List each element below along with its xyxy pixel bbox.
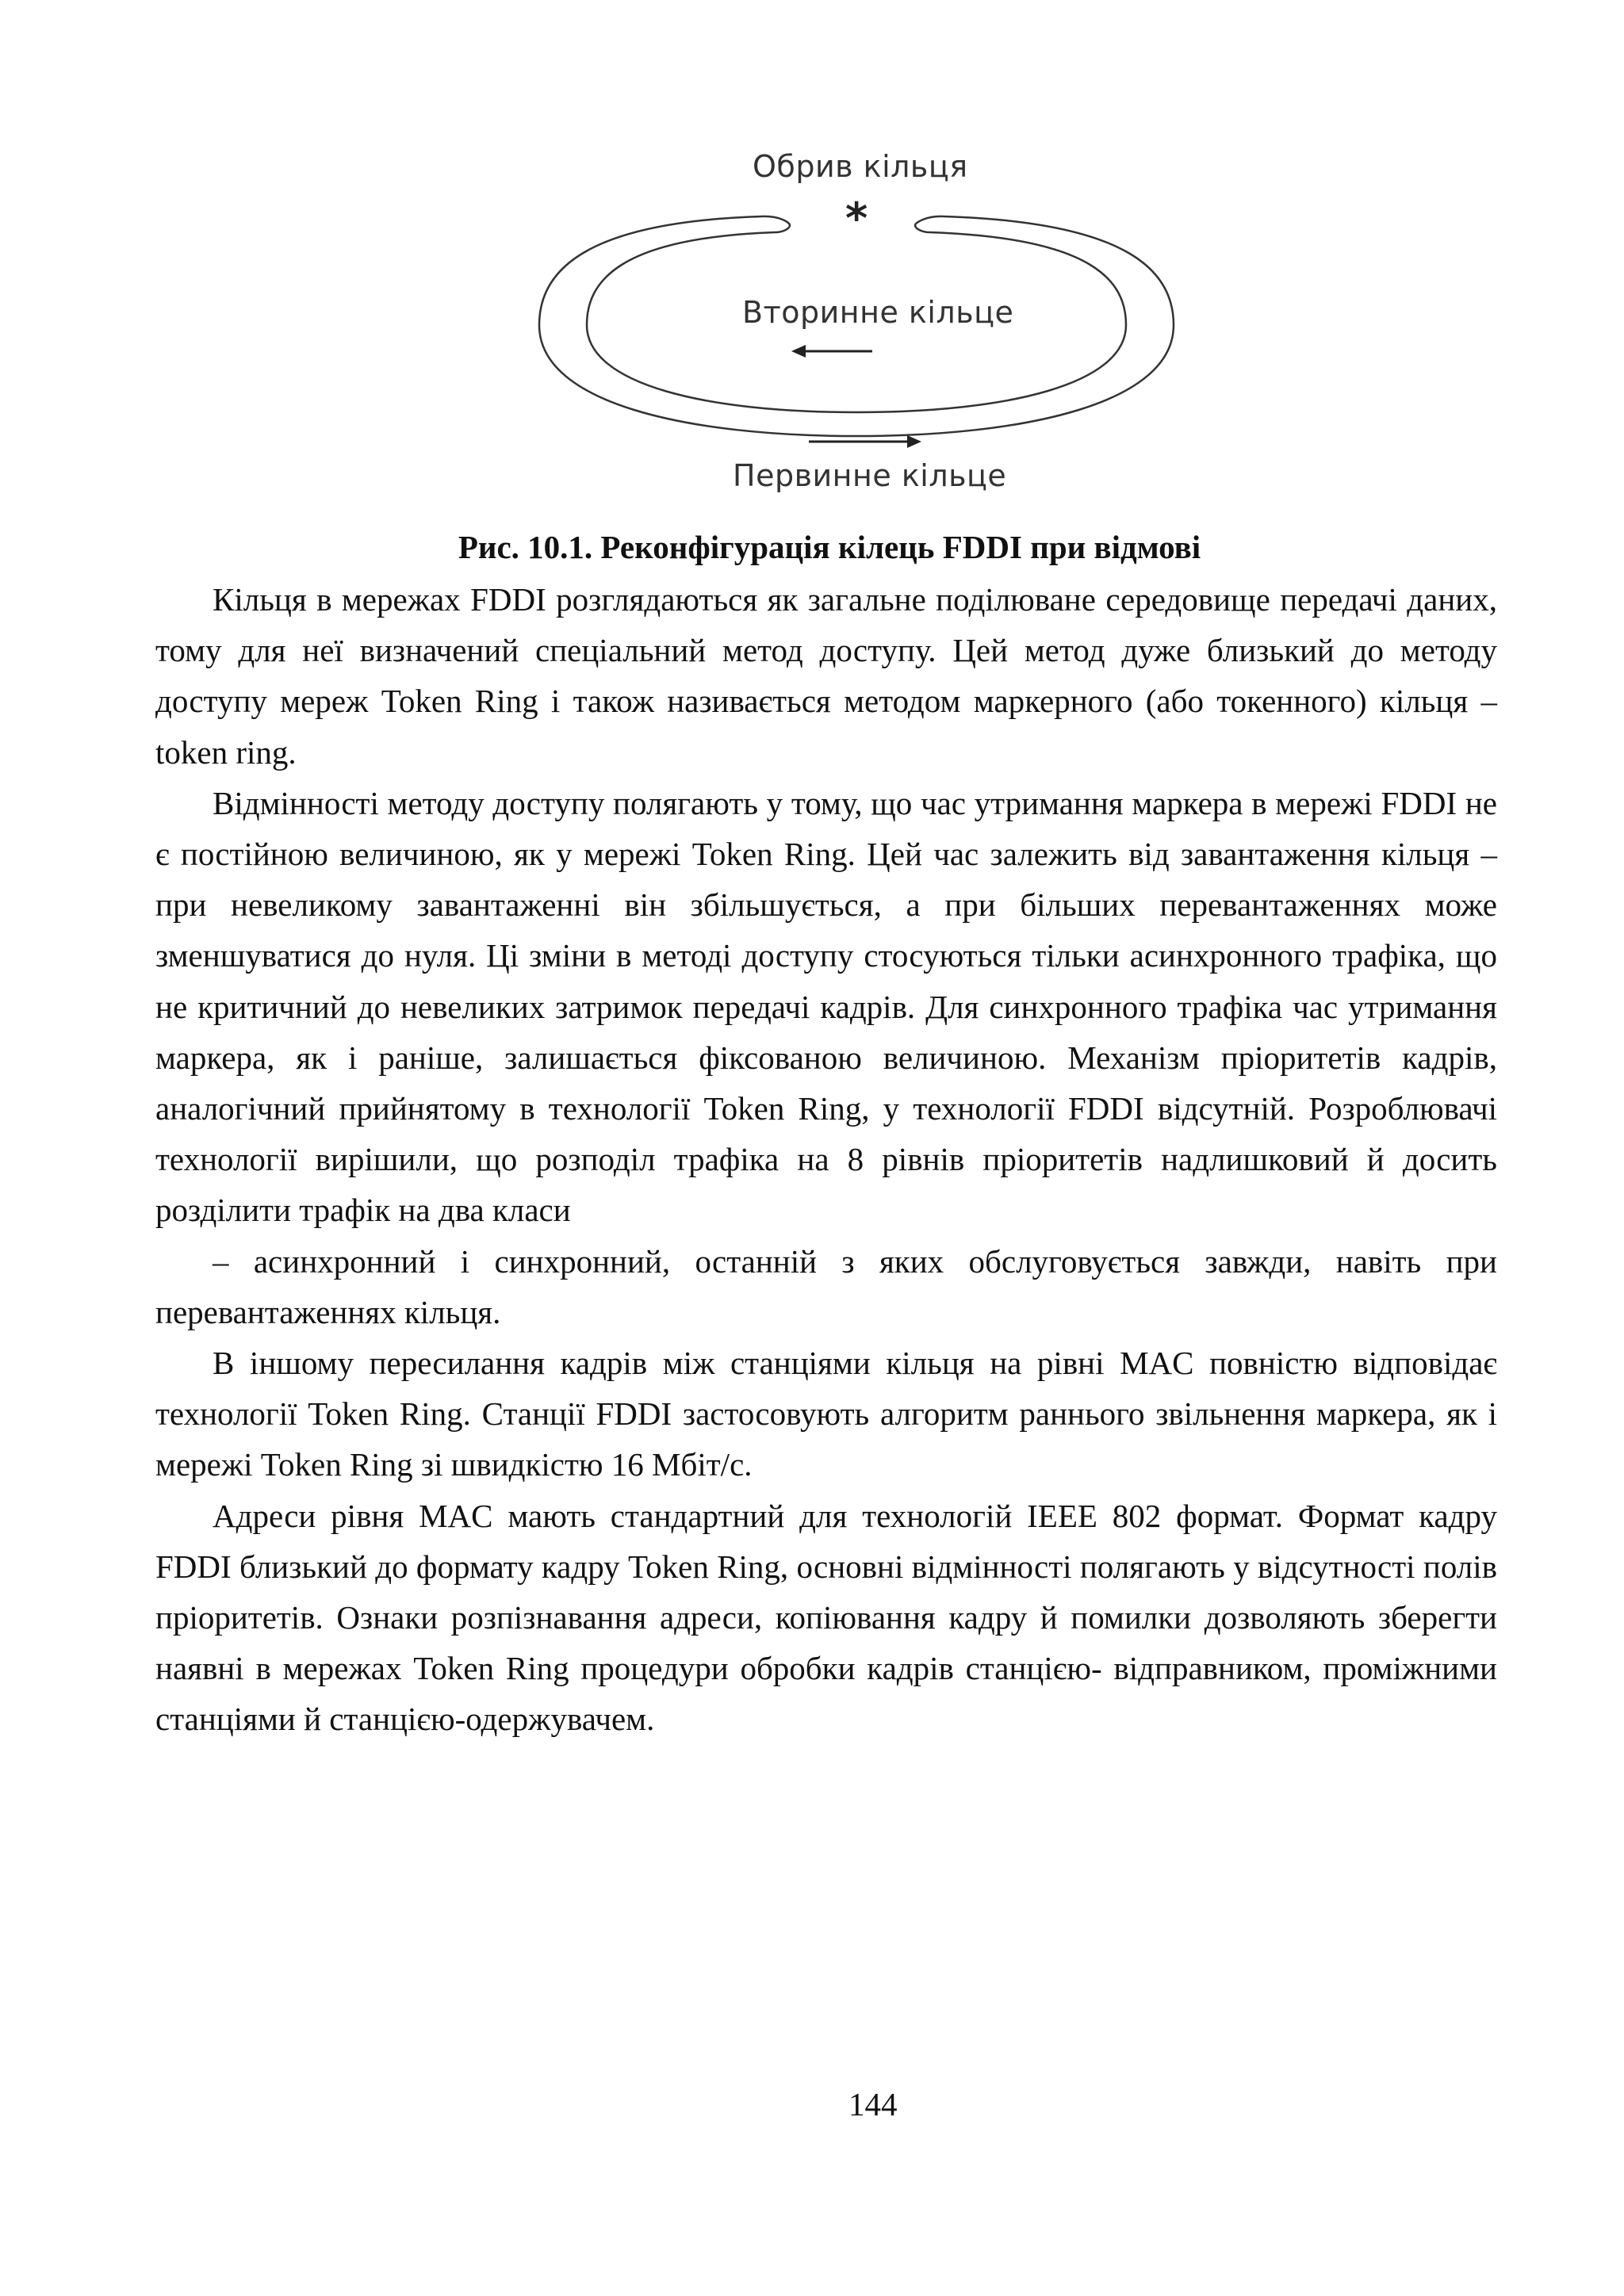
paragraph: Відмінності методу доступу полягають у тому, що час утримання маркера в мережі FDDI не є постійною величиною, як у мережі Token Ring. Цей час залежить від завантаження кільця – при невеликому завантаженні він збільшується, а при більших перевантаженнях може зменшуватися до нуля. Ці зміни в методі доступу стосуються тільки асинхронного трафіка, що не критичний до невеликих затримок передачі кадрів. Для синхронного трафіка час утримання маркера, як і раніше, залишається фіксованою величиною. Механізм пріоритетів кадрів, аналогічний прийнятому в технології Token Ring, у технології FDDI відсутній. Розроблювачі технології вирішили, що розподіл трафіка на 8 рівнів пріоритетів надлишковий й досить розділити трафік на два класи	[155, 784, 1497, 1229]
ring-break-label: Обрив кільця	[753, 149, 968, 184]
break-point-marker: *	[845, 193, 868, 243]
paragraph: В іншому пересилання кадрів між станціями кільця на рівні MAC повністю відповідає технології Token Ring. Станції FDDI застосовують алгоритм раннього звільнення маркера, як і мережі Token Ring зі швидкістю 16 Мбіт/с.	[155, 1345, 1497, 1483]
figure-caption: Рис. 10.1. Реконфігурація кілець FDDI при відмові	[458, 529, 1201, 565]
paragraph: Адреси рівня MAC мають стандартний для технологій IEEE 802 формат. Формат кадру FDDI близький до формату кадру Token Ring, основні відмінності полягають у відсутності полів пріоритетів. Ознаки розпізнавання адреси, копіювання кадру й помилки дозволяють зберегти наявні в мережах Token Ring процедури обробки кадрів станцією- відправником, проміжними станціями й станцією-одержувачем.	[155, 1497, 1497, 1738]
primary-direction-arrow	[809, 435, 921, 448]
paragraph: Кільця в мережах FDDI розглядаються як загальне поділюване середовище передачі даних, тому для неї визначений спеціальний метод доступу. Цей метод дуже близький до методу доступу мереж Token Ring і також називається методом маркерного (або токенного) кільця – token ring.	[155, 581, 1497, 771]
left-loopback	[761, 216, 790, 232]
secondary-direction-arrow	[791, 345, 872, 358]
right-loopback	[915, 216, 944, 232]
paragraph: – асинхронний і синхронний, останній з яких обслуговується завжди, навіть при перевантаженнях кільця.	[155, 1242, 1497, 1330]
body-text	[155, 574, 1497, 1745]
primary-ring-label: Первинне кільце	[733, 458, 1007, 493]
secondary-ring-label: Вторинне кільце	[742, 295, 1014, 330]
page-number: 144	[848, 2086, 898, 2122]
fddi-ring-diagram	[523, 143, 1189, 507]
